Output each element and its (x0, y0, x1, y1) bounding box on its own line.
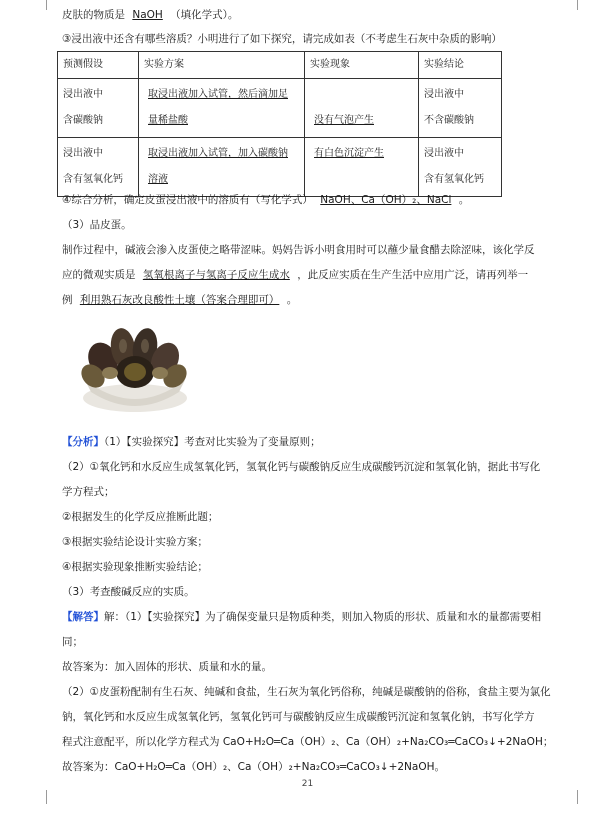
answer-blank: NaOH (132, 9, 163, 21)
table-cell (58, 79, 139, 138)
answer-blank: 取浸出液加入试管，然后滴加足 (148, 89, 288, 100)
text: 。 (458, 194, 470, 206)
cell-text: 不含碳酸钠 (424, 115, 474, 126)
text: ，此反应实质在生产生活中应用广泛，请再列举一 (297, 269, 529, 281)
answer-line: 故答案为：CaO+H₂O═Ca（OH）₂、Ca（OH）₂+Na₂CO₃═CaCO₃↓+2NaOH。 (62, 761, 446, 773)
answer-tag: 【解答】 (62, 611, 104, 623)
paragraph-line (62, 268, 528, 282)
table-header-cell: 实验方案 (139, 52, 305, 79)
analysis-tag: 【分析】 (62, 436, 104, 448)
text: 应的微观实质是 (62, 269, 136, 281)
crop-mark-top-left (46, 0, 57, 10)
table-cell (305, 79, 419, 138)
table-row (58, 79, 502, 138)
analysis-line: ④根据实验现象推断实验结论； (62, 561, 208, 573)
cell-text: 含有氢氧化钙 (63, 174, 123, 185)
table-header-cell: 实验结论 (419, 52, 502, 79)
answer-blank: 氢氧根离子与氢离子反应生成水 (142, 269, 290, 281)
answer-blank: NaOH、Ca（OH）₂、NaCl (320, 194, 452, 206)
cell-text: 含有氢氧化钙 (424, 174, 484, 185)
cell-text: 浸出液中 (63, 89, 103, 100)
answer-line: 钠，氧化钙和水反应生成氢氧化钙，氢氧化钙可与碳酸钠反应生成碳酸钙沉淀和氢氧化钠，书写化学方 (62, 711, 535, 723)
analysis-line (62, 435, 321, 449)
paragraph-line: 制作过程中，碱液会渗入皮蛋使之略带涩味。妈妈告诉小明食用时可以蘸少量食醋去除涩味，该化学反 (62, 244, 535, 256)
line-section-3: （3）品皮蛋。 (62, 219, 132, 231)
line-question-3: ③浸出液中还含有哪些溶质？小明进行了如下探究，请完成如表（不考虑生石灰中杂质的影响） (62, 33, 502, 45)
answer-blank: 取浸出液加入试管，加入碳酸钠 (148, 148, 288, 159)
cell-text: 浸出液中 (424, 89, 464, 100)
answer-line: 故答案为：加入固体的形状、质量和水的量。 (62, 661, 272, 673)
analysis-line: （2）①氧化钙和水反应生成氢氧化钙，氢氧化钙与碳酸钠反应生成碳酸钙沉淀和氢氧化钠，据此书写化 (62, 461, 541, 473)
answer-line: （2）①皮蛋粉配制有生石灰、纯碱和食盐，生石灰为氧化钙俗称，纯碱是碳酸钠的俗称，食盐主要为氯化 (62, 686, 551, 698)
table-header-cell: 预测假设 (58, 52, 139, 79)
text: 皮肤的物质是 (62, 9, 125, 21)
text: 例 (62, 294, 73, 306)
answer-blank: 量稀盐酸 (148, 115, 188, 126)
table-cell (305, 138, 419, 197)
text: （1）【实验探究】考查对比实验为了变量原则； (104, 436, 321, 448)
analysis-line: 学方程式； (62, 486, 115, 498)
text: 。 (286, 294, 298, 306)
table-header-cell: 实验现象 (305, 52, 419, 79)
cell-text: 浸出液中 (424, 148, 464, 159)
text: ④综合分析，确定皮蛋浸出液中的溶质有（写化学式） (62, 194, 313, 206)
century-egg-photo-icon (75, 318, 193, 418)
cell-text: 含碳酸钠 (63, 115, 103, 126)
answer-line: 同； (62, 636, 83, 648)
table-cell (139, 138, 305, 197)
table-cell (139, 79, 305, 138)
line-skin-substance (62, 8, 238, 22)
crop-mark-bottom-left (46, 790, 57, 804)
answer-line (62, 610, 541, 624)
text: 解：（1）【实验探究】为了确保变量只是物质种类，则加入物质的形状、质量和水的量都需要相 (104, 611, 542, 623)
answer-blank: 溶液 (148, 174, 168, 185)
experiment-table (57, 51, 502, 197)
table-cell (419, 79, 502, 138)
table-row (58, 138, 502, 197)
line-conclusion (62, 193, 469, 207)
answer-line: 程式注意配平，所以化学方程式为 CaO+H₂O═Ca（OH）₂、Ca（OH）₂+Na₂CO₃═CaCO₃↓+2NaOH； (62, 736, 554, 748)
table-cell (58, 138, 139, 197)
analysis-line: ②根据发生的化学反应推断此题； (62, 511, 219, 523)
analysis-line: ③根据实验结论设计实验方案； (62, 536, 208, 548)
paragraph-line (62, 293, 297, 307)
answer-blank: 没有气泡产生 (314, 115, 374, 126)
answer-blank: 利用熟石灰改良酸性土壤（答案合理即可） (79, 294, 280, 306)
page-number: 21 (301, 779, 314, 789)
analysis-line: （3）考查酸碱反应的实质。 (62, 586, 195, 598)
table-cell (419, 138, 502, 197)
crop-mark-top-right (567, 0, 578, 10)
table-header-row (58, 52, 502, 79)
text: （填化学式）。 (170, 9, 239, 21)
answer-blank: 有白色沉淀产生 (314, 148, 384, 159)
crop-mark-bottom-right (567, 790, 578, 804)
cell-text: 浸出液中 (63, 148, 103, 159)
